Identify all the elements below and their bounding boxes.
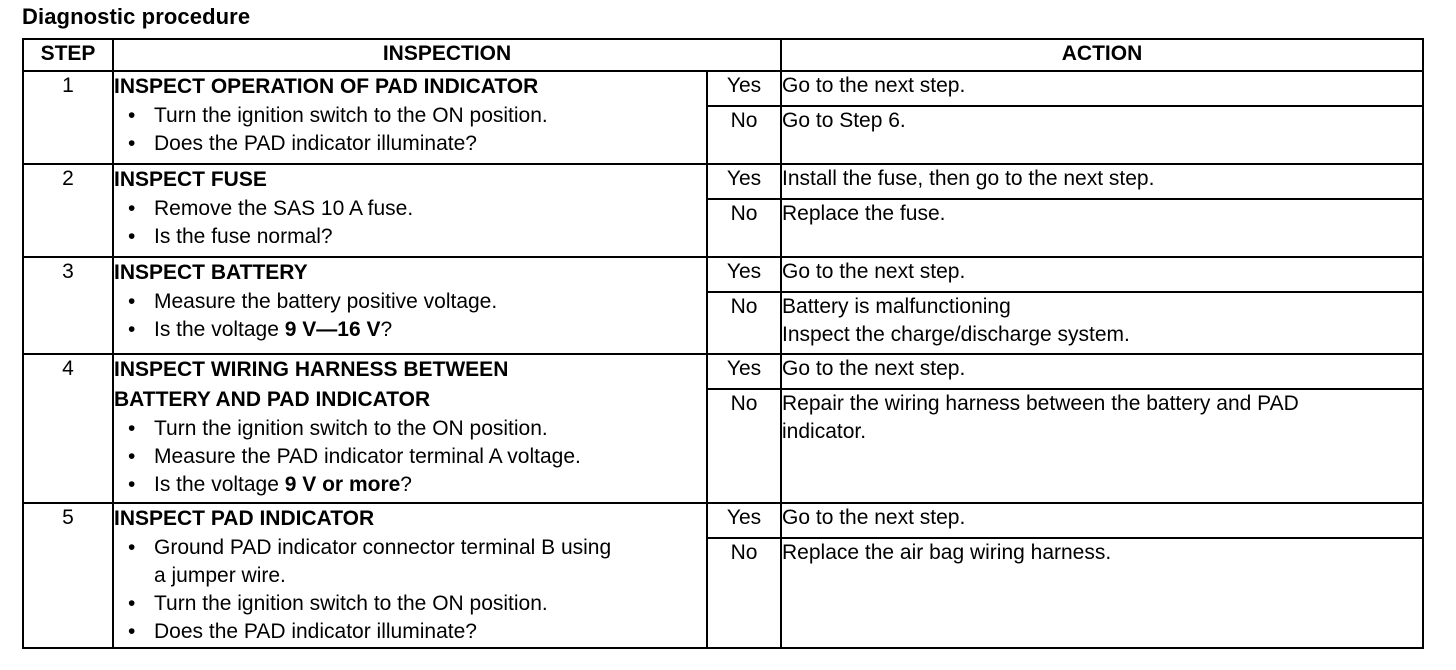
no-action-line: Inspect the charge/discharge system.	[782, 323, 1130, 346]
list-item	[128, 316, 706, 344]
bullet-text: Measure the PAD indicator terminal A voltage.	[154, 445, 581, 468]
bullet-icon: •	[128, 620, 136, 643]
table-row	[23, 354, 1423, 389]
no-action: Replace the air bag wiring harness.	[781, 538, 1423, 648]
bullet-text: Does the PAD indicator illuminate?	[154, 620, 477, 643]
list-item	[128, 534, 706, 590]
inspection-cell	[113, 257, 707, 354]
inspection-heading: INSPECT WIRING HARNESS BETWEEN	[114, 358, 509, 381]
step-number: 4	[23, 354, 113, 503]
bullet-text: Turn the ignition switch to the ON position.	[154, 417, 548, 440]
no-action	[781, 389, 1423, 503]
yes-action: Install the fuse, then go to the next step.	[781, 164, 1423, 199]
header-step: STEP	[23, 39, 113, 71]
bullet-text: Turn the ignition switch to the ON position.	[154, 104, 548, 127]
yes-label: Yes	[707, 164, 781, 199]
yes-action: Go to the next step.	[781, 354, 1423, 389]
no-action: Replace the fuse.	[781, 199, 1423, 257]
inspection-bullets	[114, 102, 706, 158]
yes-label: Yes	[707, 257, 781, 292]
no-label: No	[707, 538, 781, 648]
bullet-text: Turn the ignition switch to the ON position.	[154, 592, 548, 615]
bullet-text-post: ?	[400, 473, 412, 496]
bullet-text: Measure the battery positive voltage.	[154, 290, 498, 313]
inspection-cell	[113, 71, 707, 164]
list-item	[128, 590, 706, 618]
list-item	[128, 415, 706, 443]
inspection-heading: INSPECT OPERATION OF PAD INDICATOR	[114, 75, 539, 98]
header-action: ACTION	[781, 39, 1423, 71]
inspection-cell	[113, 164, 707, 257]
bullet-text: a jumper wire.	[154, 564, 286, 587]
bullet-icon: •	[128, 318, 136, 341]
list-item	[128, 471, 706, 499]
bullet-icon: •	[128, 592, 136, 615]
yes-label: Yes	[707, 503, 781, 538]
bullet-icon: •	[128, 445, 136, 468]
step-number: 1	[23, 71, 113, 164]
voltage-range: 9 V—16 V	[284, 318, 381, 341]
bullet-text-pre: Is the voltage	[154, 473, 285, 496]
yes-action: Go to the next step.	[781, 257, 1423, 292]
table-row	[23, 257, 1423, 292]
list-item	[128, 195, 706, 223]
inspection-cell	[113, 354, 707, 503]
bullet-text: Does the PAD indicator illuminate?	[154, 132, 477, 155]
list-item	[128, 223, 706, 251]
document-title: Diagnostic procedure	[22, 4, 251, 29]
inspection-heading: INSPECT PAD INDICATOR	[114, 507, 375, 530]
no-action-line: indicator.	[782, 420, 867, 443]
inspection-bullets	[114, 415, 706, 499]
no-action-line: Battery is malfunctioning	[782, 295, 1011, 318]
list-item	[128, 288, 706, 316]
step-number: 2	[23, 164, 113, 257]
list-item	[128, 443, 706, 471]
bullet-text-post: ?	[380, 318, 393, 341]
inspection-heading: INSPECT BATTERY	[114, 261, 308, 284]
header-inspection: INSPECTION	[113, 39, 781, 71]
list-item	[128, 130, 706, 158]
inspection-heading: BATTERY AND PAD INDICATOR	[114, 388, 431, 411]
table-row	[23, 503, 1423, 538]
voltage-threshold: 9 V or more	[284, 473, 401, 496]
inspection-bullets	[114, 288, 706, 344]
yes-action: Go to the next step.	[781, 503, 1423, 538]
bullet-icon: •	[128, 473, 136, 496]
bullet-icon: •	[128, 197, 136, 220]
bullet-text-pre: Is the voltage	[154, 318, 285, 341]
inspection-bullets	[114, 195, 706, 251]
bullet-text: Is the fuse normal?	[154, 225, 333, 248]
bullet-icon: •	[128, 132, 136, 155]
inspection-cell	[113, 503, 707, 648]
no-label: No	[707, 106, 781, 164]
list-item	[128, 618, 706, 646]
no-label: No	[707, 389, 781, 503]
step-number: 5	[23, 503, 113, 648]
no-action-line: Repair the wiring harness between the battery and PAD	[782, 392, 1299, 415]
list-item	[128, 102, 706, 130]
bullet-text: Ground PAD indicator connector terminal B using	[154, 536, 612, 559]
table-row	[23, 164, 1423, 199]
table-header-row	[23, 39, 1423, 71]
bullet-icon: •	[128, 104, 136, 127]
diagnostic-procedure-table	[22, 38, 1424, 649]
yes-label: Yes	[707, 354, 781, 389]
inspection-bullets	[114, 534, 706, 646]
no-action: Go to Step 6.	[781, 106, 1423, 164]
yes-label: Yes	[707, 71, 781, 106]
table-row	[23, 71, 1423, 106]
bullet-icon: •	[128, 290, 136, 313]
inspection-heading: INSPECT FUSE	[114, 168, 267, 191]
no-label: No	[707, 199, 781, 257]
no-action	[781, 292, 1423, 354]
yes-action: Go to the next step.	[781, 71, 1423, 106]
bullet-icon: •	[128, 225, 136, 248]
no-label: No	[707, 292, 781, 354]
bullet-icon: •	[128, 417, 136, 440]
bullet-text: Remove the SAS 10 A fuse.	[154, 197, 414, 220]
step-number: 3	[23, 257, 113, 354]
bullet-icon: •	[128, 536, 136, 559]
